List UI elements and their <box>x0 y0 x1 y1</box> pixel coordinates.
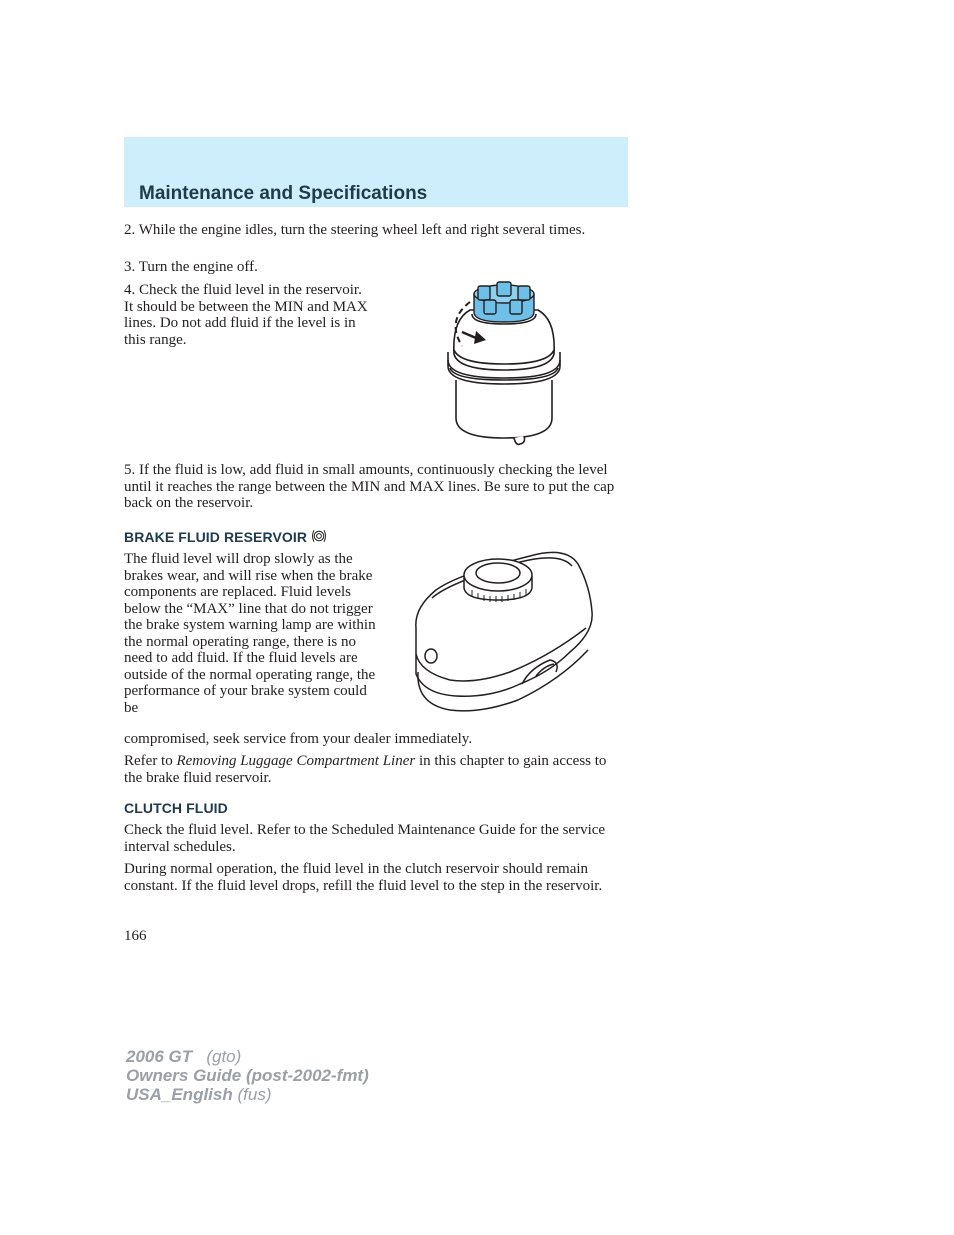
footer-model-line: 2006 GT (gto) <box>126 1047 242 1066</box>
footer-guide-line: Owners Guide (post-2002-fmt) <box>126 1066 369 1085</box>
clutch-fluid-heading: CLUTCH FLUID <box>124 800 228 816</box>
removing-liner-reference: Removing Luggage Compartment Liner <box>176 753 416 769</box>
clutch-fluid-para-1: Check the fluid level. Refer to the Scheduled Maintenance Guide for the service interval schedules. <box>124 822 606 855</box>
section-title: Maintenance and Specifications <box>139 183 428 204</box>
clutch-fluid-para-2: During normal operation, the fluid level in the clutch reservoir should remain constant. If the fluid level drops, refill the fluid level to the step in the reservoir. <box>124 861 603 894</box>
document-footer <box>126 1047 369 1104</box>
brake-fluid-body-end: compromised, seek service from your dealer immediately. <box>124 731 473 747</box>
step-5-text: 5. If the fluid is low, add fluid in small amounts, continuously checking the level until it reaches the range between the MIN and MAX lines. Be sure to put the cap back on the reservoir. <box>124 462 615 511</box>
brake-fluid-heading-text: BRAKE FLUID RESERVOIR <box>124 529 308 545</box>
brake-fluid-reservoir-figure <box>410 548 596 716</box>
brake-fluid-body: The fluid level will drop slowly as the brakes wear, and will rise when the brake components are replaced. Fluid levels below the “MAX” line that do not trigger the brake system warning lamp are within the normal operating range, there is no need to add fluid. If the fluid levels are outside of the normal operating range, the performance of your brake system could be <box>124 551 376 716</box>
power-steering-reservoir-figure <box>440 280 570 450</box>
step-4-text: 4. Check the fluid level in the reservoir. It should be between the MIN and MAX lines. Do not add fluid if the level is in this range. <box>124 282 368 348</box>
brake-warning-icon <box>310 527 328 548</box>
footer-language-line: USA_English (fus) <box>126 1085 272 1104</box>
page-number: 166 <box>124 928 147 944</box>
step-3-text: 3. Turn the engine off. <box>124 259 258 275</box>
brake-fluid-refer-text: Refer to Removing Luggage Compartment Liner in this chapter to gain access to the brake fluid reservoir. <box>124 753 607 786</box>
section-header-band <box>124 137 628 207</box>
step-2-text: 2. While the engine idles, turn the steering wheel left and right several times. <box>124 222 586 238</box>
brake-fluid-heading <box>124 527 328 548</box>
